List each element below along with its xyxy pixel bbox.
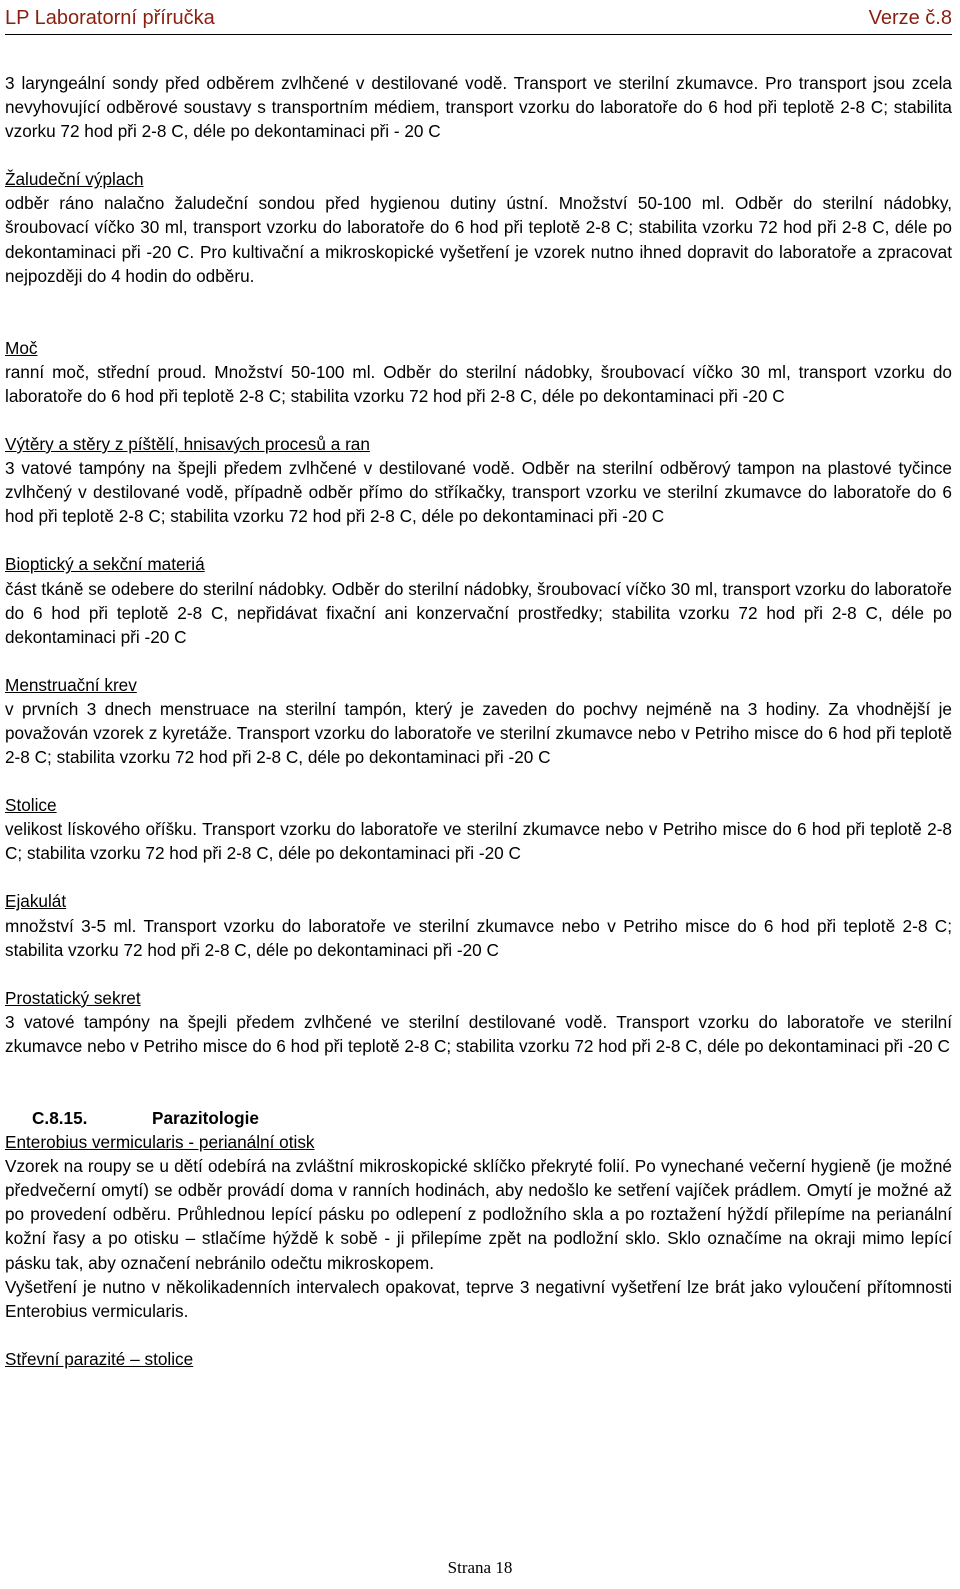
section-heading bbox=[5, 1106, 952, 1130]
text-vytery: 3 vatové tampóny na špejli předem zvlhčené v destilované vodě. Odběr na sterilní odběrový tampon na plastové tyčince zvlhčený v destilované vodě, případně odběr přímo do stříkačky, transport vzorku ve sterilní zkumavce do laboratoře do 6 hod při teplotě 2-8 C; stabilita vzorku 72 hod při 2-8 C, déle po dekontaminaci při -20 C bbox=[5, 458, 952, 527]
text-menstruacni-krev: v prvních 3 dnech menstruace na sterilní tampón, který je zaveden do pochvy nejméně na 3 hodiny. Za vhodnější je považován vzorek z kyretáže. Transport vzorku do laboratoře ve sterilní zkumavce nebo v Petriho misce do 6 hod při teplotě 2-8 C; stabilita vzorku 72 hod při 2-8 C, déle po dekontaminaci při -20 C bbox=[5, 698, 952, 768]
section-number: C.8.15. bbox=[32, 1108, 88, 1128]
heading-prostaticky-sekret: Prostatický sekret bbox=[5, 987, 141, 1008]
text-zaludecni-vyplach: odběr ráno nalačno žaludeční sondou před hygienou dutiny ústní. Množství 50-100 ml. Odběr do sterilní nádobky, šroubovací víčko 30 ml, transport vzorku do laboratoře do 6 hod při teplotě 2-8 C; stabilita vzorku 72 hod při 2-8 C, déle po dekontaminaci při -20 C. Pro kultivační a mikroskopické vyšetření je vzorek nutno ihned dopravit do laboratoře a zpracovat nejpozději do 4 hodin do odběru. bbox=[5, 193, 952, 286]
heading-menstruacni-krev: Menstruační krev bbox=[5, 674, 137, 695]
section-title: Parazitologie bbox=[152, 1108, 259, 1128]
heading-stolice: Stolice bbox=[5, 795, 57, 816]
text-ejakulat: množství 3-5 ml. Transport vzorku do laboratoře ve sterilní zkumavce nebo v Petriho misce do 6 hod při teplotě 2-8 C; stabilita vzorku 72 hod při 2-8 C, déle po dekontaminaci při -20 C bbox=[5, 915, 952, 960]
text-stolice: velikost lískového oříšku. Transport vzorku do laboratoře ve sterilní zkumavce nebo v Petriho misce do 6 hod při teplotě 2-8 C; stabilita vzorku 72 hod při 2-8 C, déle po dekontaminaci při -20 C bbox=[5, 819, 952, 864]
page-number: Strana 18 bbox=[447, 1558, 513, 1577]
text-enterobius-1: Vzorek na roupy se u dětí odebírá na zvláštní mikroskopické sklíčko překryté folií. Po vynechané večerní hygieně (je možné předvečerní omytí) se odběr provádí doma v ranních hodinách, aby nedošlo ke setření vajíček prádlem. Omytí je možné až po provedení odběru. Průhlednou lepící pásku po odlepení z podložního skla a po roztažení hýždí přilepíme na perianální kožní řasy a po otisku – stlačíme hýždě k sobě - ji přilepíme zpět na podložní sklo. Sklo označíme na okraji mimo lepící pásku tak, aby označení nebránilo odečtu mikroskopem. bbox=[5, 1156, 952, 1273]
page-header bbox=[5, 4, 952, 35]
heading-bioptic: Bioptický a sekční materiá bbox=[5, 554, 205, 575]
header-version: Verze č.8 bbox=[868, 7, 952, 29]
text-bioptic: část tkáně se odebere do sterilní nádobky. Odběr do sterilní nádobky, šroubovací víčko 30 ml, transport vzorku do laboratoře do 6 hod při teplotě 2-8 C, nepřidávat fixační ani konzervační prostředky; stabilita vzorku 72 hod při 2-8 C, déle po dekontaminaci při -20 C bbox=[5, 578, 952, 647]
text-moc: ranní moč, střední proud. Množství 50-100 ml. Odběr do sterilní nádobky, šroubovací víčko 30 ml, transport vzorku do laboratoře do 6 hod při teplotě 2-8 C; stabilita vzorku 72 hod při 2-8 C, déle po dekontaminaci při -20 C bbox=[5, 361, 952, 406]
heading-strevni-parazite: Střevní parazité – stolice bbox=[5, 1348, 194, 1369]
heading-ejakulat: Ejakulát bbox=[5, 891, 67, 912]
intro-paragraph: 3 laryngeální sondy před odběrem zvlhčené v destilované vodě. Transport ve sterilní zkumavce. Pro transport jsou zcela nevyhovující odběrové soustavy s transportním médiem, transport vzorku do laboratoře do 6 hod při teplotě 2-8 C; stabilita vzorku 72 hod při 2-8 C, déle po dekontaminaci při - 20 C bbox=[5, 73, 952, 142]
text-prostaticky-sekret: 3 vatové tampóny na špejli předem zvlhčené ve sterilní destilované vodě. Transport vzorku do laboratoře ve sterilní zkumavce nebo v Petriho misce do 6 hod při teplotě 2-8 C; stabilita vzorku 72 hod při 2-8 C, déle po dekontaminaci při -20 C bbox=[5, 1011, 952, 1056]
text-enterobius-2: Vyšetření je nutno v několikadenních intervalech opakovat, teprve 3 negativní vyšetření lze brát jako vyloučení přítomnosti Enterobius vermicularis. bbox=[5, 1276, 952, 1321]
heading-enterobius: Enterobius vermicularis - perianální otisk bbox=[5, 1132, 315, 1153]
header-title: LP Laboratorní příručka bbox=[5, 7, 215, 29]
heading-moc: Moč bbox=[5, 337, 38, 358]
heading-zaludecni-vyplach: Žaludeční výplach bbox=[5, 169, 144, 190]
document-body bbox=[5, 71, 952, 1371]
heading-vytery: Výtěry a stěry z píštělí, hnisavých procesů a ran bbox=[5, 434, 370, 455]
